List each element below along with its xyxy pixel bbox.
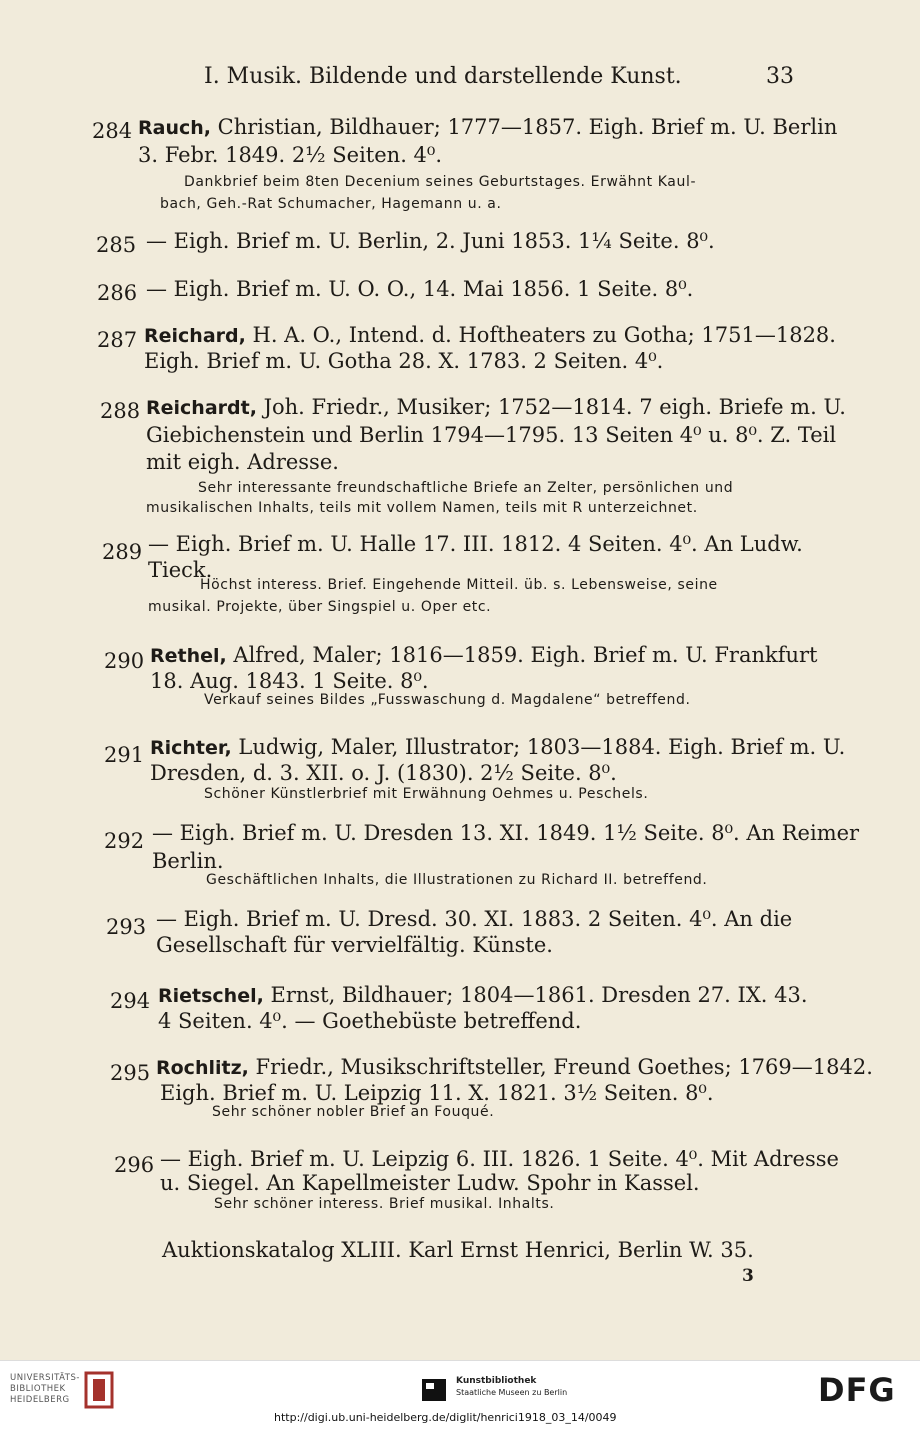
kunstbibliothek-label[interactable]: Kunstbibliothek Staatliche Museen zu Berlin bbox=[456, 1376, 568, 1397]
entry-note: musikalischen Inhalts, teils mit vollem Namen, teils mit R unterzeichnet. bbox=[146, 500, 698, 516]
entry-line: — Eigh. Brief m. U. Dresd. 30. XI. 1883. 2 Seiten. 4⁰. An die bbox=[156, 907, 793, 931]
lot-number: 290 bbox=[104, 649, 145, 673]
artist-name: Rethel, bbox=[150, 645, 227, 667]
signature-mark: 3 bbox=[742, 1266, 754, 1286]
entry-line: — Eigh. Brief m. U. Berlin, 2. Juni 1853. 1¼ Seite. 8⁰. bbox=[146, 229, 715, 253]
page-number: 33 bbox=[766, 64, 794, 89]
entry-line: Rethel, Alfred, Maler; 1816—1859. Eigh. Brief m. U. Frankfurt bbox=[150, 643, 818, 667]
entry-line: — Eigh. Brief m. U. Leipzig 6. III. 1826. 1 Seite. 4⁰. Mit Adresse bbox=[160, 1147, 839, 1171]
entry-line: 18. Aug. 1843. 1 Seite. 8⁰. bbox=[150, 669, 429, 693]
lot-number: 287 bbox=[97, 328, 138, 352]
lot-number: 292 bbox=[104, 829, 145, 853]
lot-number: 296 bbox=[114, 1153, 155, 1177]
lot-number: 289 bbox=[102, 540, 143, 564]
lot-number: 286 bbox=[97, 281, 138, 305]
entry-line: Richter, Ludwig, Maler, Illustrator; 1803—1884. Eigh. Brief m. U. bbox=[150, 735, 846, 759]
entry-line: Reichard, H. A. O., Intend. d. Hoftheaters zu Gotha; 1751—1828. bbox=[144, 323, 836, 347]
entry-line: mit eigh. Adresse. bbox=[146, 450, 339, 474]
page-header bbox=[0, 64, 920, 98]
entry-line: Reichardt, Joh. Friedr., Musiker; 1752—1814. 7 eigh. Briefe m. U. bbox=[146, 395, 846, 419]
entry-line: Berlin. bbox=[152, 849, 224, 873]
lot-number: 295 bbox=[110, 1061, 151, 1085]
artist-name: Reichard, bbox=[144, 325, 246, 347]
entry-line: Tieck. bbox=[148, 558, 213, 582]
lot-number: 285 bbox=[96, 233, 137, 257]
entry-line: Eigh. Brief m. U. Gotha 28. X. 1783. 2 Seiten. 4⁰. bbox=[144, 349, 664, 373]
entry-note: Dankbrief beim 8ten Decenium seines Geburtstages. Erwähnt Kaul- bbox=[184, 174, 697, 190]
entry-line: u. Siegel. An Kapellmeister Ludw. Spohr in Kassel. bbox=[160, 1171, 700, 1195]
entry-note: Verkauf seines Bildes „Fusswaschung d. Magdalene“ betreffend. bbox=[204, 692, 691, 708]
lot-number: 293 bbox=[106, 915, 147, 939]
catalog-footer: Auktionskatalog XLIII. Karl Ernst Henrici, Berlin W. 35. bbox=[162, 1238, 754, 1262]
entry-line: Dresden, d. 3. XII. o. J. (1830). 2½ Seite. 8⁰. bbox=[150, 761, 617, 785]
uni-heidelberg-label[interactable]: UNIVERSITÄTS- BIBLIOTHEK HEIDELBERG bbox=[10, 1373, 80, 1405]
lot-number: 284 bbox=[92, 119, 133, 143]
artist-name: Rauch, bbox=[138, 117, 211, 139]
entry-line: 3. Febr. 1849. 2½ Seiten. 4⁰. bbox=[138, 143, 442, 167]
entry-line: Rochlitz, Friedr., Musikschriftsteller, Freund Goethes; 1769—1842. bbox=[156, 1055, 873, 1079]
entry-line: — Eigh. Brief m. U. Dresden 13. XI. 1849. 1½ Seite. 8⁰. An Reimer bbox=[152, 821, 860, 845]
running-title: I. Musik. Bildende und darstellende Kunst. bbox=[204, 64, 682, 89]
kunstbibliothek-logo-icon[interactable] bbox=[420, 1375, 450, 1405]
artist-name: Reichardt, bbox=[146, 397, 257, 419]
dfg-logo[interactable]: DFG bbox=[818, 1371, 896, 1409]
lot-number: 291 bbox=[104, 743, 145, 767]
artist-name: Rietschel, bbox=[158, 985, 264, 1007]
entry-note: Schöner Künstlerbrief mit Erwähnung Oehmes u. Peschels. bbox=[204, 786, 649, 802]
entry-note: Sehr schöner nobler Brief an Fouqué. bbox=[212, 1104, 495, 1120]
entry-line: Gesellschaft für vervielfältig. Künste. bbox=[156, 933, 553, 957]
entry-note: Sehr schöner interess. Brief musikal. Inhalts. bbox=[214, 1196, 555, 1212]
entry-line: Giebichenstein und Berlin 1794—1795. 13 Seiten 4⁰ u. 8⁰. Z. Teil bbox=[146, 423, 837, 447]
entry-note: bach, Geh.-Rat Schumacher, Hagemann u. a. bbox=[160, 196, 502, 212]
entry-note: musikal. Projekte, über Singspiel u. Oper etc. bbox=[148, 599, 492, 615]
entry-line: — Eigh. Brief m. U. Halle 17. III. 1812. 4 Seiten. 4⁰. An Ludw. bbox=[148, 532, 803, 556]
uni-heidelberg-logo-icon[interactable] bbox=[82, 1369, 116, 1413]
entry-line: — Eigh. Brief m. U. O. O., 14. Mai 1856. 1 Seite. 8⁰. bbox=[146, 277, 694, 301]
artist-name: Rochlitz, bbox=[156, 1057, 249, 1079]
artist-name: Richter, bbox=[150, 737, 232, 759]
entry-line: Eigh. Brief m. U. Leipzig 11. X. 1821. 3½ Seiten. 8⁰. bbox=[160, 1081, 714, 1105]
lot-number: 288 bbox=[100, 399, 141, 423]
entry-note: Höchst interess. Brief. Eingehende Mitteil. üb. s. Lebensweise, seine bbox=[200, 577, 718, 593]
lot-number: 294 bbox=[110, 989, 151, 1013]
entry-line: Rietschel, Ernst, Bildhauer; 1804—1861. Dresden 27. IX. 43. bbox=[158, 983, 808, 1007]
entry-line: Rauch, Christian, Bildhauer; 1777—1857. Eigh. Brief m. U. Berlin bbox=[138, 115, 838, 139]
source-url-link[interactable]: http://digi.ub.uni-heidelberg.de/diglit/henrici1918_03_14/0049 bbox=[274, 1411, 617, 1424]
entry-note: Geschäftlichen Inhalts, die Illustrationen zu Richard II. betreffend. bbox=[206, 872, 708, 888]
entry-line: 4 Seiten. 4⁰. — Goethebüste betreffend. bbox=[158, 1009, 582, 1033]
entry-note: Sehr interessante freundschaftliche Briefe an Zelter, persönlichen und bbox=[198, 480, 734, 496]
